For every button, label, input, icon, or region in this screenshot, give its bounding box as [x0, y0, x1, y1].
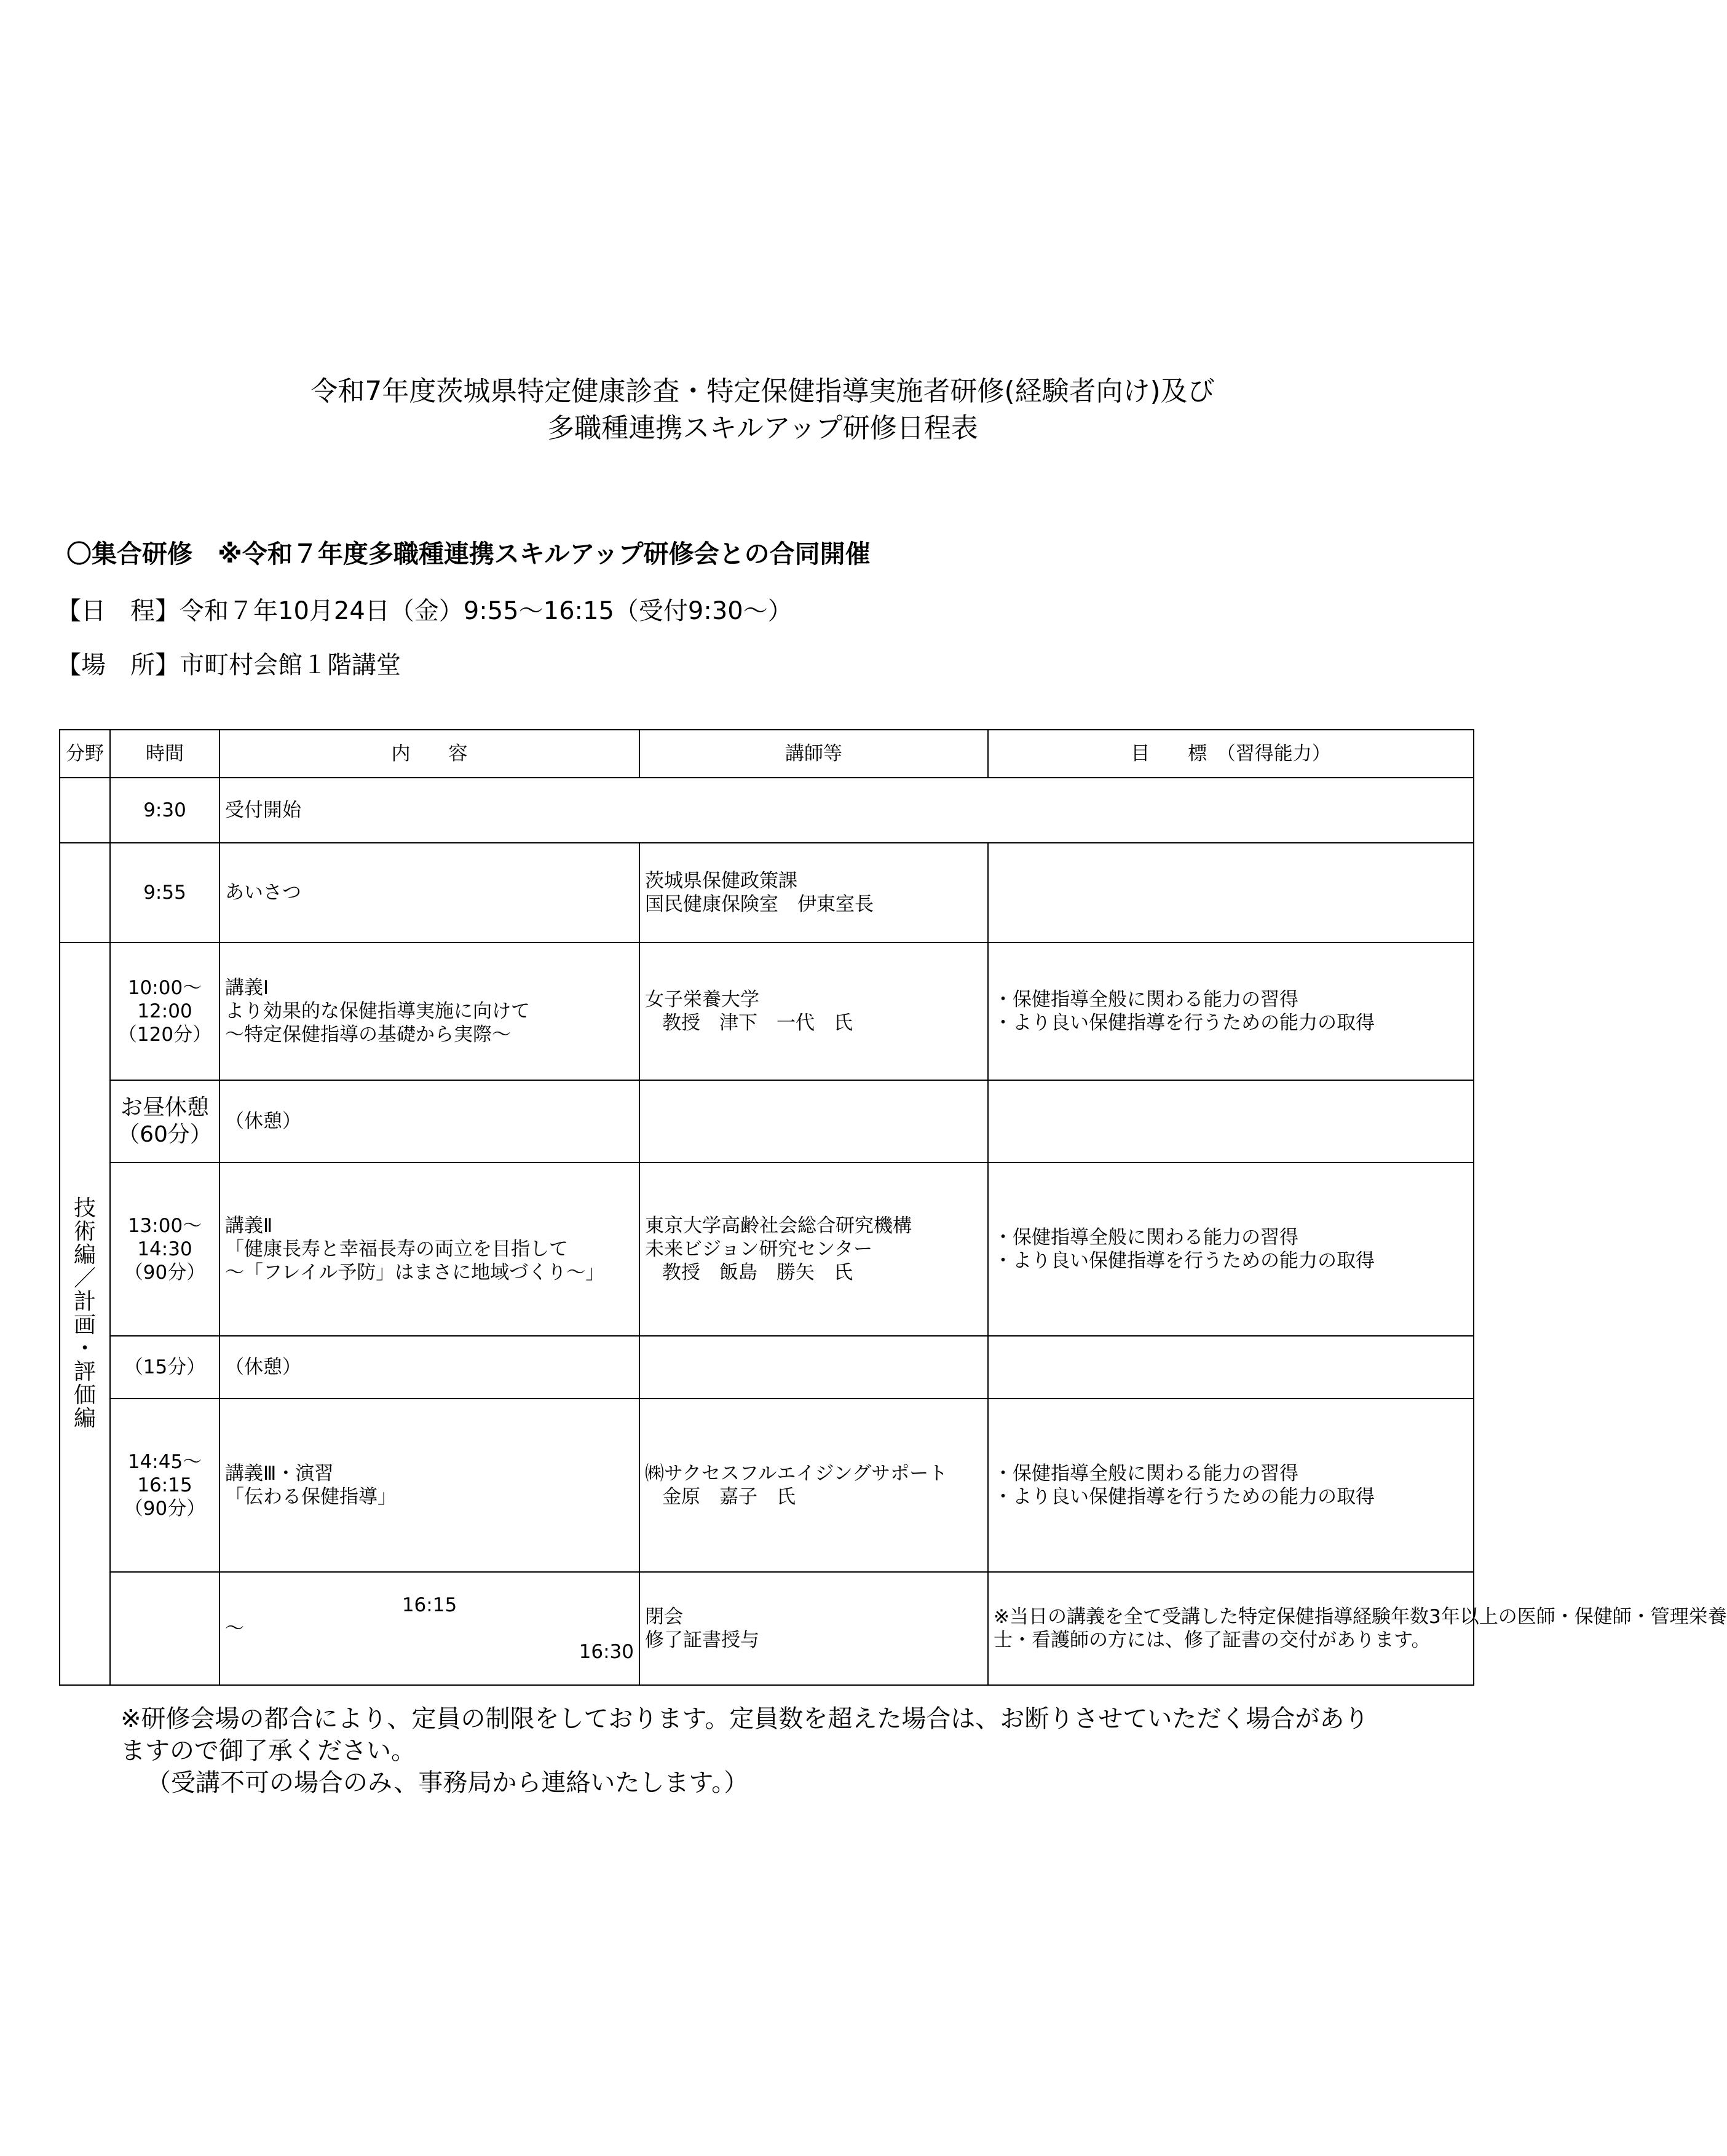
bunya-vertical-label: 技 術 編 ／ 計 画 ・ 評 価 編 — [60, 942, 110, 1685]
goal-cell: ・保健指導全般に関わる能力の習得 ・より良い保健指導を行うための能力の取得 — [988, 942, 1474, 1080]
section-heading: 〇集合研修 ※令和７年度多職種連携スキルアップ研修会との合同開催 — [66, 539, 871, 569]
time-cell: 9:55 — [110, 843, 219, 942]
time-cell: 9:30 — [110, 778, 219, 843]
content-cell: 閉会 修了証書授与 — [639, 1572, 988, 1685]
table-row — [60, 1572, 1474, 1685]
content-cell: （休憩） — [219, 1336, 639, 1399]
bunya-cell — [110, 1572, 219, 1685]
lecturer-cell: 女子栄養大学 教授 津下 一代 氏 — [639, 942, 988, 1080]
bunya-cell — [60, 778, 110, 843]
lecturer-cell: 東京大学高齢社会総合研究機構 未来ビジョン研究センター 教授 飯島 勝矢 氏 — [639, 1163, 988, 1336]
header-bunya: 分野 — [60, 730, 110, 778]
time-cell: 16:15 ～ 16:30 — [219, 1572, 639, 1685]
goal-cell — [988, 1336, 1474, 1399]
goal-cell: ・保健指導全般に関わる能力の習得 ・より良い保健指導を行うための能力の取得 — [988, 1163, 1474, 1336]
table-row — [60, 942, 1474, 1080]
place-label: 【場 所】 — [57, 651, 180, 679]
footer-notes — [121, 1703, 1369, 1799]
table-row — [60, 1080, 1474, 1163]
table-row — [60, 1336, 1474, 1399]
info-date — [57, 591, 792, 626]
content-cell: 講義Ⅰ より効果的な保健指導実施に向けて ～特定保健指導の基礎から実際～ — [219, 942, 639, 1080]
note-line-1: ※研修会場の都合により、定員の制限をしております。定員数を超えた場合は、お断りさせていただく場合があり — [121, 1705, 1369, 1733]
content-cell: 受付開始 — [219, 778, 1474, 843]
time-cell: （15分） — [110, 1336, 219, 1399]
content-cell: 講義Ⅱ 「健康長寿と幸福長寿の両立を目指して ～「フレイル予防」はまさに地域づくり～」 — [219, 1163, 639, 1336]
place-value: 市町村会館１階講堂 — [180, 651, 401, 679]
table-row — [60, 843, 1474, 942]
header-lecturer: 講師等 — [639, 730, 988, 778]
date-value: 令和７年10月24日（金）9:55～16:15（受付9:30～） — [180, 597, 792, 625]
header-content: 内 容 — [219, 730, 639, 778]
lecturer-cell — [639, 1336, 988, 1399]
info-place — [57, 646, 401, 681]
schedule-table — [59, 729, 1727, 1686]
table-row — [60, 1399, 1474, 1572]
table-row — [60, 1163, 1474, 1336]
goal-cell — [988, 843, 1474, 942]
date-label: 【日 程】 — [57, 597, 180, 625]
document-title-line2: 多職種連携スキルアップ研修日程表 — [547, 413, 978, 444]
bunya-cell — [60, 843, 110, 942]
content-cell: （休憩） — [219, 1080, 639, 1163]
table-header-row — [60, 730, 1474, 778]
header-time: 時間 — [110, 730, 219, 778]
certificate-note-cell: ※当日の講義を全て受講した特定保健指導経験年数3年以上の医師・保健師・管理栄養 士・看護師の方には、修了証書の交付があります。 — [988, 1572, 1474, 1685]
lecturer-cell: 茨城県保健政策課 国民健康保険室 伊東室長 — [639, 843, 988, 942]
document-title-line1: 令和7年度茨城県特定健康診査・特定保健指導実施者研修(経験者向け)及び — [310, 376, 1215, 407]
lecturer-cell: ㈱サクセスフルエイジングサポート 金原 嘉子 氏 — [639, 1399, 988, 1572]
note-line-3: （受講不可の場合のみ、事務局から連絡いたします。） — [146, 1769, 749, 1797]
goal-cell: ・保健指導全般に関わる能力の習得 ・より良い保健指導を行うための能力の取得 — [988, 1399, 1474, 1572]
content-cell: 講義Ⅲ・演習 「伝わる保健指導」 — [219, 1399, 639, 1572]
lecturer-cell — [639, 1080, 988, 1163]
header-goal: 目 標 （習得能力） — [988, 730, 1474, 778]
goal-cell — [988, 1080, 1474, 1163]
time-cell: 14:45～ 16:15 （90分） — [110, 1399, 219, 1572]
time-cell: 10:00～ 12:00 （120分） — [110, 942, 219, 1080]
table-row — [60, 778, 1474, 843]
time-cell: 13:00～ 14:30 （90分） — [110, 1163, 219, 1336]
note-line-2: ますので御了承ください。 — [121, 1737, 416, 1765]
content-cell: あいさつ — [219, 843, 639, 942]
time-cell: お昼休憩 （60分） — [110, 1080, 219, 1163]
